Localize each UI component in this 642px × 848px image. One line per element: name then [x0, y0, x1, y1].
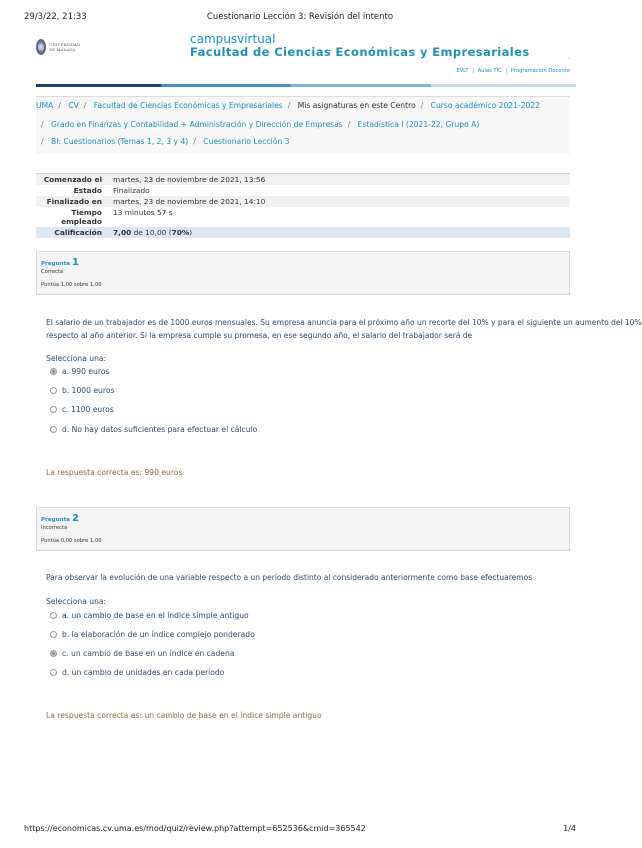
summary-label	[36, 207, 108, 227]
question-text-line: respecto al año anterior. Si la empresa cumple su promesa, en ese segundo año, el salario del trabajador será de	[46, 331, 473, 340]
summary-row-finished	[36, 196, 570, 207]
breadcrumb-curso[interactable]: Curso académico 2021-2022	[430, 101, 541, 110]
radio-icon[interactable]	[50, 631, 57, 638]
answer-option[interactable]: a. un cambio de base en el índice simple antiguo	[50, 611, 249, 620]
page-number: 1/4	[563, 824, 576, 833]
breadcrumb-line-3: / BI: Cuestionarios (Temas 1, 2, 3 y 4) / Cuestionario Lección 3	[41, 137, 290, 146]
radio-icon[interactable]	[50, 426, 57, 433]
summary-label-line: empleado	[61, 217, 102, 226]
logo-text: UNIVERSIDAD DE MÁLAGA	[49, 41, 80, 52]
print-datetime: 29/3/22, 21:33	[24, 12, 87, 22]
question-text-1	[46, 316, 642, 342]
answer-option[interactable]: c. un cambio de base en un índice en cadena	[50, 649, 234, 658]
university-seal-icon	[36, 39, 46, 55]
answer-option[interactable]: a. 990 euros	[50, 367, 109, 376]
answer-option[interactable]: d. un cambio de unidades en cada período	[50, 668, 224, 677]
breadcrumb-estadistica[interactable]: Estadística I (2021-22, Grupo A)	[357, 120, 480, 129]
question-info-1	[36, 251, 570, 295]
summary-value	[108, 227, 192, 238]
breadcrumb-line-1: UMA / CV / Facultad de Ciencias Económicas y Empresariales / Mis asignaturas en este Centro / Curso académico 2021-2022	[36, 101, 541, 110]
radio-icon[interactable]	[50, 387, 57, 394]
question-mark: Puntúa 0,00 sobre 1,00	[41, 538, 102, 544]
select-prompt: Selecciona una:	[46, 597, 107, 606]
correct-answer-feedback: La respuesta correcta es: un cambio de base en el índice simple antiguo	[46, 711, 322, 720]
header-links: EVLT | Aulas TIC | Programación Docente	[456, 68, 570, 74]
page-url: https://economicas.cv.uma.es/mod/quiz/review.php?attempt=652536&cmid=365542	[24, 824, 366, 833]
color-segment-4	[431, 84, 576, 87]
summary-row-grade	[36, 227, 570, 238]
summary-label: Estado	[73, 186, 102, 195]
summary-value: martes, 23 de noviembre de 2021, 13:56	[113, 175, 266, 184]
color-segment-2	[161, 84, 291, 87]
link-programacion-docente[interactable]: Programación Docente	[510, 68, 570, 74]
link-evlt[interactable]: EVLT	[456, 68, 469, 74]
university-logo[interactable]	[36, 37, 80, 56]
radio-selected-icon[interactable]	[50, 650, 57, 657]
breadcrumb-line-2: / Grado en Finanzas y Contabilidad + Administración y Dirección de Empresas / Estadística I (2021-22, Grupo A)	[41, 120, 480, 129]
question-mark: Puntúa 1,00 sobre 1,00	[41, 282, 102, 288]
breadcrumb-grado[interactable]: Grado en Finanzas y Contabilidad + Administración y Dirección de Empresas	[50, 120, 343, 129]
radio-icon[interactable]	[50, 406, 57, 413]
question-info-2	[36, 507, 570, 551]
summary-row-state	[36, 185, 570, 196]
radio-icon[interactable]	[50, 612, 57, 619]
answer-option[interactable]: b. la elaboración de un índice complejo ponderado	[50, 630, 255, 639]
grade-close: )	[189, 228, 193, 237]
select-prompt: Selecciona una:	[46, 354, 107, 363]
question-text-line: Para observar la evolución de una variable respecto a un período distinto al considerado anteriormente como base efectuaremos	[46, 573, 533, 582]
breadcrumb-mis-asignaturas: Mis asignaturas en este Centro	[297, 101, 416, 110]
question-text-line: El salario de un trabajador es de 1000 euros mensuales. Su empresa anuncia para el próximo año un recorte del 10% y para el siguiente un aumento del 10%	[46, 318, 642, 327]
breadcrumb-cuestionarios[interactable]: BI: Cuestionarios (Temas 1, 2, 3 y 4)	[50, 137, 189, 146]
summary-value: martes, 23 de noviembre de 2021, 14:10	[113, 197, 266, 206]
site-name[interactable]: campusvirtual	[190, 32, 276, 46]
separator-dot: ,	[568, 54, 570, 60]
question-state: Incorrecta	[41, 525, 68, 531]
attempt-summary-table	[36, 173, 570, 238]
answer-option[interactable]: c. 1100 euros	[50, 405, 114, 414]
question-state: Correcta	[41, 269, 64, 275]
summary-row-started	[36, 174, 570, 185]
breadcrumb-cuestionario-leccion[interactable]: Cuestionario Lección 3	[203, 137, 290, 146]
color-segment-3	[291, 84, 431, 87]
brand-color-bar	[36, 84, 576, 87]
breadcrumb-uma[interactable]: UMA	[36, 101, 54, 110]
grade-percent: 70%	[171, 228, 190, 237]
question-text-2	[46, 571, 576, 584]
summary-label-line: Tiempo	[71, 208, 102, 217]
answer-option[interactable]: b. 1000 euros	[50, 386, 114, 395]
color-segment-1	[36, 84, 161, 87]
summary-label: Comenzado el	[43, 175, 102, 184]
grade-rest: de 10,00 (	[131, 228, 172, 237]
correct-answer-feedback: La respuesta correcta es: 990 euros	[46, 468, 183, 477]
summary-value: Finalizado	[113, 186, 150, 195]
print-header	[24, 12, 576, 24]
breadcrumb-facultad[interactable]: Facultad de Ciencias Económicas y Empresariales	[93, 101, 283, 110]
breadcrumb-cv[interactable]: CV	[68, 101, 79, 110]
question-number: Pregunta 1	[41, 257, 79, 268]
summary-value: 13 minutos 57 s	[113, 208, 173, 217]
link-aulas-tic[interactable]: Aulas TIC	[477, 68, 502, 74]
print-title: Cuestionario Lección 3: Revisión del intento	[206, 12, 394, 22]
question-number: Pregunta 2	[41, 513, 79, 524]
faculty-title: Facultad de Ciencias Económicas y Empresariales	[190, 45, 530, 59]
radio-selected-icon[interactable]	[50, 368, 57, 375]
summary-label: Calificación	[54, 228, 102, 237]
summary-row-time	[36, 207, 570, 227]
grade-score: 7,00	[113, 228, 132, 237]
breadcrumb	[36, 96, 570, 154]
summary-label: Finalizado en	[46, 197, 102, 206]
radio-icon[interactable]	[50, 669, 57, 676]
answer-option[interactable]: d. No hay datos suficientes para efectuar el cálculo	[50, 425, 257, 434]
